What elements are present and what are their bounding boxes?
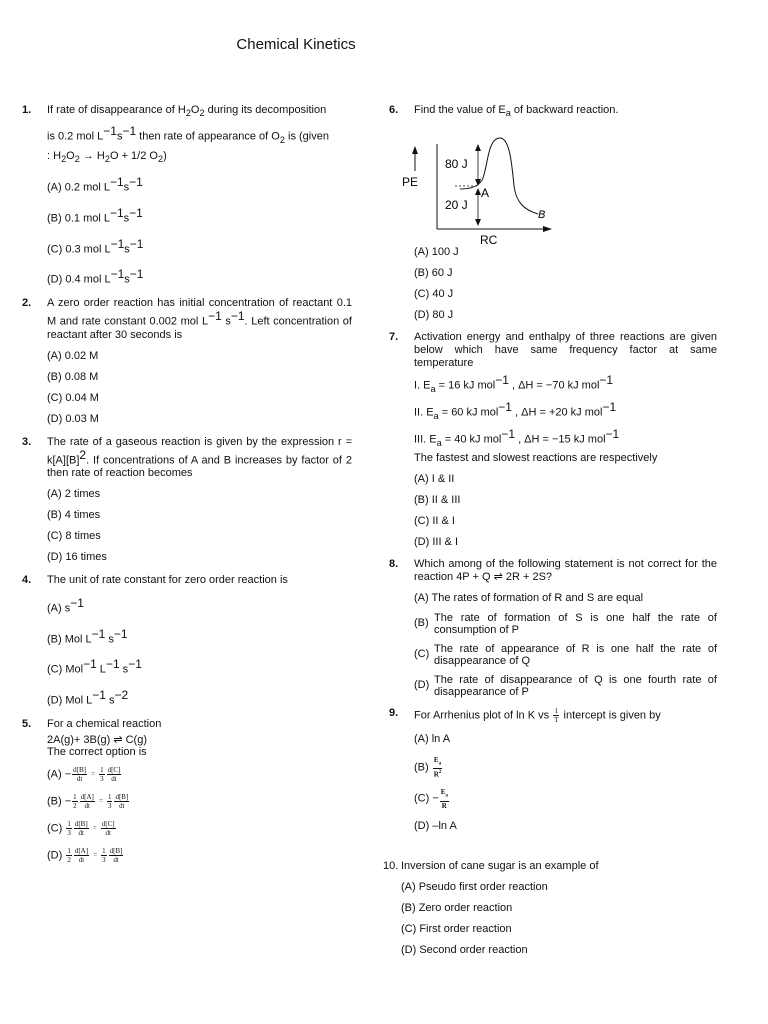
- option-d: [414, 674, 717, 698]
- text: dt: [113, 855, 119, 864]
- text: intercept is given by: [560, 709, 661, 722]
- text: O + 1/2 O: [109, 150, 158, 163]
- text: E: [440, 788, 446, 797]
- text: (B) Mol L: [47, 633, 92, 646]
- option-c: [47, 658, 352, 677]
- text: dt: [78, 855, 85, 864]
- question-2: [22, 297, 352, 426]
- text: ): [163, 150, 167, 163]
- text: a: [505, 108, 511, 119]
- text: 2A(g)+ 3B(g) ⇌ C(g): [47, 733, 147, 746]
- text: 1: [67, 819, 71, 828]
- energy-80-label: 80 J: [445, 157, 468, 172]
- text: d[B]: [109, 846, 123, 855]
- text: 2: [438, 770, 442, 776]
- question-10: [383, 860, 717, 957]
- text: (C) 0.3 mol L: [47, 243, 111, 256]
- fraction: [72, 793, 78, 810]
- text: : H: [47, 150, 62, 163]
- text: a: [430, 384, 436, 395]
- text: 2: [67, 855, 71, 864]
- question-9: [389, 707, 717, 833]
- text: d[A]: [80, 792, 94, 801]
- option-b: [47, 628, 352, 647]
- text: O: [190, 104, 200, 116]
- option-c: (C) II & I: [414, 514, 455, 527]
- option-d: (D) 0.03 M: [47, 412, 99, 425]
- text: s: [123, 212, 130, 225]
- text: dt: [105, 828, 111, 837]
- question-7: [389, 331, 717, 549]
- page-title: Chemical Kinetics: [236, 36, 356, 53]
- point-a-label: A: [481, 186, 490, 201]
- text: then rate of appearance of O: [136, 130, 280, 143]
- option-d: [47, 268, 352, 287]
- text: , ΔH = −70 kJ mol: [508, 379, 600, 392]
- text: (B): [414, 616, 429, 629]
- text: d[B]: [115, 792, 129, 801]
- text: =: [93, 850, 98, 859]
- option-c: [47, 820, 352, 837]
- text: The correct option is: [47, 745, 147, 758]
- text: (A): [47, 768, 62, 781]
- text: −1: [91, 626, 106, 641]
- option-d: (D) III & I: [414, 535, 458, 548]
- option-b: (B) 60 J: [414, 267, 453, 280]
- rc-label: RC: [480, 233, 498, 248]
- text: (B): [47, 795, 62, 808]
- reaction-iii: [414, 428, 717, 450]
- text: −1: [113, 626, 128, 641]
- option-a: (A) 2 times: [47, 488, 101, 501]
- text: d[A]: [74, 846, 89, 855]
- text: during its decomposition: [204, 104, 327, 116]
- question-8: [389, 558, 717, 698]
- energy-profile-diagram: [400, 126, 560, 248]
- fraction: [553, 707, 559, 724]
- option-d: (D) 80 J: [414, 309, 454, 322]
- question-text: Inversion of cane sugar is an example of: [401, 859, 599, 872]
- energy-curve: [460, 138, 538, 214]
- text: 2: [185, 108, 191, 119]
- question-text: [414, 707, 717, 724]
- question-text: [47, 297, 352, 342]
- question-text: The fastest and slowest reactions are respectively: [414, 451, 658, 464]
- text: d[C]: [101, 819, 115, 828]
- question-text: [414, 104, 717, 120]
- option-c: (C) 40 J: [414, 288, 454, 301]
- text: 2: [61, 154, 67, 165]
- text: d[B]: [73, 765, 87, 774]
- fraction: [433, 756, 443, 779]
- question-number: 6.: [389, 104, 399, 116]
- text: The rate of formation of S is one half the rate of consumption of P: [434, 611, 717, 636]
- text: a: [436, 437, 442, 448]
- reaction-i: [414, 374, 717, 396]
- option-d: (D) 16 times: [47, 551, 107, 564]
- text: (C) −: [414, 793, 439, 806]
- text: s: [119, 664, 129, 677]
- text: =: [98, 796, 103, 805]
- text: R: [433, 770, 439, 779]
- question-4: [22, 574, 352, 708]
- text: 2: [73, 801, 77, 810]
- text: is 0.2 mol L: [47, 130, 104, 143]
- reaction-ii: [414, 401, 717, 423]
- fraction: [101, 847, 107, 864]
- option-a: (A) Pseudo first order reaction: [401, 880, 548, 893]
- option-b: [414, 612, 717, 636]
- text: −1: [128, 657, 142, 672]
- option-b: [414, 756, 717, 779]
- question-text: [47, 104, 352, 166]
- text: (C): [414, 647, 430, 660]
- question-number: 9.: [389, 706, 399, 719]
- text: −1: [605, 426, 620, 441]
- text: II. E: [414, 406, 434, 419]
- fraction: [80, 793, 95, 810]
- fraction: [99, 766, 105, 783]
- text: is (given: [284, 130, 329, 143]
- option-a: (A) 100 J: [414, 246, 459, 259]
- text: [433, 769, 443, 778]
- option-c: (C) 8 times: [47, 530, 101, 543]
- option-b: (B) Zero order reaction: [401, 901, 513, 914]
- text: (C) Mol: [47, 664, 84, 677]
- fraction: [66, 847, 72, 864]
- option-b: [47, 207, 352, 226]
- text: (A) s: [47, 602, 71, 615]
- text: =: [91, 769, 96, 778]
- option-b: (B) 0.08 M: [47, 370, 99, 383]
- text: s: [123, 181, 130, 194]
- question-6: [389, 104, 717, 322]
- text: R: [441, 801, 447, 810]
- text: dt: [111, 774, 117, 783]
- text: (D): [414, 678, 430, 691]
- text: 3: [100, 774, 104, 783]
- text: For a chemical reaction: [47, 717, 162, 730]
- text: −1: [110, 267, 125, 282]
- text: −1: [129, 175, 143, 190]
- question-number: 10.: [383, 859, 399, 872]
- text: d[B]: [74, 819, 88, 828]
- x-arrowhead: [543, 226, 552, 232]
- text: =: [92, 823, 97, 832]
- text: A zero order reaction has initial concentration of reactant 0.1 M and rate constant 0.002 mol L: [47, 296, 352, 328]
- question-number: 5.: [22, 717, 32, 730]
- text: Find the value of E: [414, 104, 506, 116]
- left-column: [22, 104, 352, 864]
- text: −1: [498, 400, 512, 415]
- option-b: (B) II & III: [414, 493, 461, 506]
- text: a: [433, 410, 439, 421]
- text: (A) 0.2 mol L: [47, 181, 110, 194]
- text: −2: [114, 688, 129, 703]
- text: The rate of disappearance of Q is one fourth rate of disappearance of P: [434, 673, 717, 698]
- text: −1: [230, 308, 245, 323]
- text: dt: [76, 774, 83, 783]
- option-d: [47, 689, 352, 708]
- question-number: 4.: [22, 574, 32, 587]
- text: −1: [110, 236, 125, 251]
- question-text: Which among of the following statement is not correct for the reaction 4P + Q ⇌ 2R + 2S?: [414, 557, 717, 583]
- option-d: [47, 847, 352, 864]
- text: −1: [208, 308, 222, 323]
- option-a: (A) I & II: [414, 472, 455, 485]
- text: −1: [129, 236, 144, 251]
- text: (D) 0.4 mol L: [47, 273, 111, 286]
- question-5: [22, 718, 352, 864]
- question-3: [22, 436, 352, 565]
- text: dt: [78, 828, 84, 837]
- text: I. E: [414, 379, 431, 392]
- text: 3: [67, 828, 71, 837]
- text: −1: [599, 373, 614, 388]
- question-text: Activation energy and enthalpy of three reactions are given below which have same frequency factor at same temperature: [414, 331, 717, 370]
- text: −: [64, 768, 72, 781]
- text: 3: [107, 801, 112, 810]
- option-a: [47, 597, 352, 616]
- text: s: [105, 694, 115, 707]
- question-number: 2.: [22, 296, 32, 309]
- pe-arrowhead: [412, 146, 418, 154]
- fraction: [74, 847, 89, 864]
- text: = 60 kJ mol: [438, 406, 499, 419]
- text: −1: [105, 657, 120, 672]
- fraction: [107, 793, 113, 810]
- text: of backward reaction.: [510, 104, 619, 116]
- text: a: [438, 761, 442, 767]
- option-a: (A) The rates of formation of R and S are equal: [414, 591, 644, 604]
- text: −1: [495, 373, 509, 388]
- text: s: [124, 243, 130, 256]
- fraction: [109, 847, 124, 864]
- text: 2: [157, 154, 164, 165]
- point-b-label: B: [538, 209, 546, 222]
- text: 1: [100, 765, 104, 774]
- text: , ΔH = +20 kJ mol: [511, 406, 603, 419]
- text: s: [221, 315, 231, 328]
- text: a: [445, 793, 448, 799]
- text: The rate of a gaseous reaction is given by the expression r = k[A][B]: [47, 435, 352, 467]
- text: [433, 756, 443, 769]
- option-c: [414, 643, 717, 667]
- option-c: (C) 0.04 M: [47, 391, 99, 404]
- text: −1: [109, 175, 124, 190]
- text: (D) Mol L: [47, 694, 93, 707]
- fraction: [66, 820, 72, 837]
- text: T: [554, 715, 559, 724]
- fraction: [101, 820, 116, 837]
- text: 3: [102, 855, 106, 864]
- text: . Left concentration of reactant after 30 seconds is: [47, 315, 352, 341]
- text: 1: [67, 846, 71, 855]
- question-text: [47, 436, 352, 481]
- text: (B): [414, 760, 429, 773]
- text: L: [96, 664, 106, 677]
- text: −1: [602, 400, 617, 415]
- dh-arrowhead-down: [475, 219, 481, 226]
- text: 1: [107, 792, 112, 801]
- option-d: (D) –ln A: [414, 819, 457, 832]
- text: . If concentrations of A and B increases by factor of 2 then rate of reaction becomes: [47, 454, 352, 480]
- text: [440, 788, 449, 801]
- text: 2: [279, 135, 285, 146]
- question-number: 1.: [22, 104, 32, 116]
- text: , ΔH = −15 kJ mol: [515, 433, 606, 446]
- text: → H: [79, 150, 105, 163]
- question-number: 7.: [389, 331, 399, 344]
- text: −: [64, 795, 72, 808]
- fraction: [440, 788, 449, 809]
- text: (D): [47, 849, 63, 862]
- text: For Arrhenius plot of ln K vs: [414, 709, 553, 722]
- text: 1: [73, 792, 77, 801]
- text: −1: [92, 688, 106, 703]
- text: s: [105, 633, 114, 646]
- text: −1: [83, 657, 97, 672]
- text: 2: [104, 154, 110, 165]
- option-a: [47, 766, 352, 783]
- option-c: [47, 238, 352, 257]
- option-a: (A) 0.02 M: [47, 349, 99, 362]
- text: −1: [103, 124, 117, 139]
- fraction: [114, 793, 129, 810]
- text: dt: [84, 801, 90, 810]
- text: 1: [554, 706, 559, 715]
- fraction: [107, 766, 122, 783]
- option-b: [47, 793, 352, 810]
- text: (C): [47, 822, 63, 835]
- text: −1: [501, 426, 516, 441]
- right-column: [383, 104, 717, 957]
- option-b: (B) 4 times: [47, 509, 101, 522]
- text: d[C]: [107, 765, 121, 774]
- energy-20-label: 20 J: [445, 198, 468, 213]
- question-number: 8.: [389, 557, 399, 570]
- fraction: [74, 820, 89, 837]
- option-a: [47, 176, 352, 195]
- text: dt: [119, 801, 125, 810]
- question-number: 3.: [22, 435, 32, 448]
- text: 2: [199, 108, 205, 119]
- text: E: [433, 755, 439, 764]
- option-c: (C) First order reaction: [401, 922, 512, 935]
- pe-label: PE: [402, 175, 419, 190]
- option-d: (D) Second order reaction: [401, 943, 528, 956]
- text: −1: [129, 267, 144, 282]
- ea-arrowhead-up: [475, 144, 481, 151]
- text: −1: [70, 596, 84, 611]
- fraction: [72, 766, 87, 783]
- text: O: [66, 150, 75, 163]
- text: s: [116, 130, 123, 143]
- text: 2: [79, 447, 87, 462]
- question-text: [47, 718, 352, 757]
- option-c: [414, 788, 717, 809]
- text: III. E: [414, 433, 437, 446]
- text: The rate of appearance of R is one half the rate of disappearance of Q: [434, 642, 717, 667]
- option-a: (A) ln A: [414, 732, 451, 745]
- text: −1: [129, 205, 143, 220]
- text: −1: [109, 205, 124, 220]
- text: = 16 kJ mol: [435, 379, 496, 392]
- text: = 40 kJ mol: [441, 433, 502, 446]
- text: (B) 0.1 mol L: [47, 212, 110, 225]
- question-text: The unit of rate constant for zero order reaction is: [47, 574, 288, 587]
- text: s: [124, 273, 130, 286]
- text: −1: [122, 124, 137, 139]
- text: 2: [74, 154, 80, 165]
- question-1: [22, 104, 352, 287]
- text: If rate of disappearance of H: [47, 104, 186, 116]
- text: 1: [102, 846, 106, 855]
